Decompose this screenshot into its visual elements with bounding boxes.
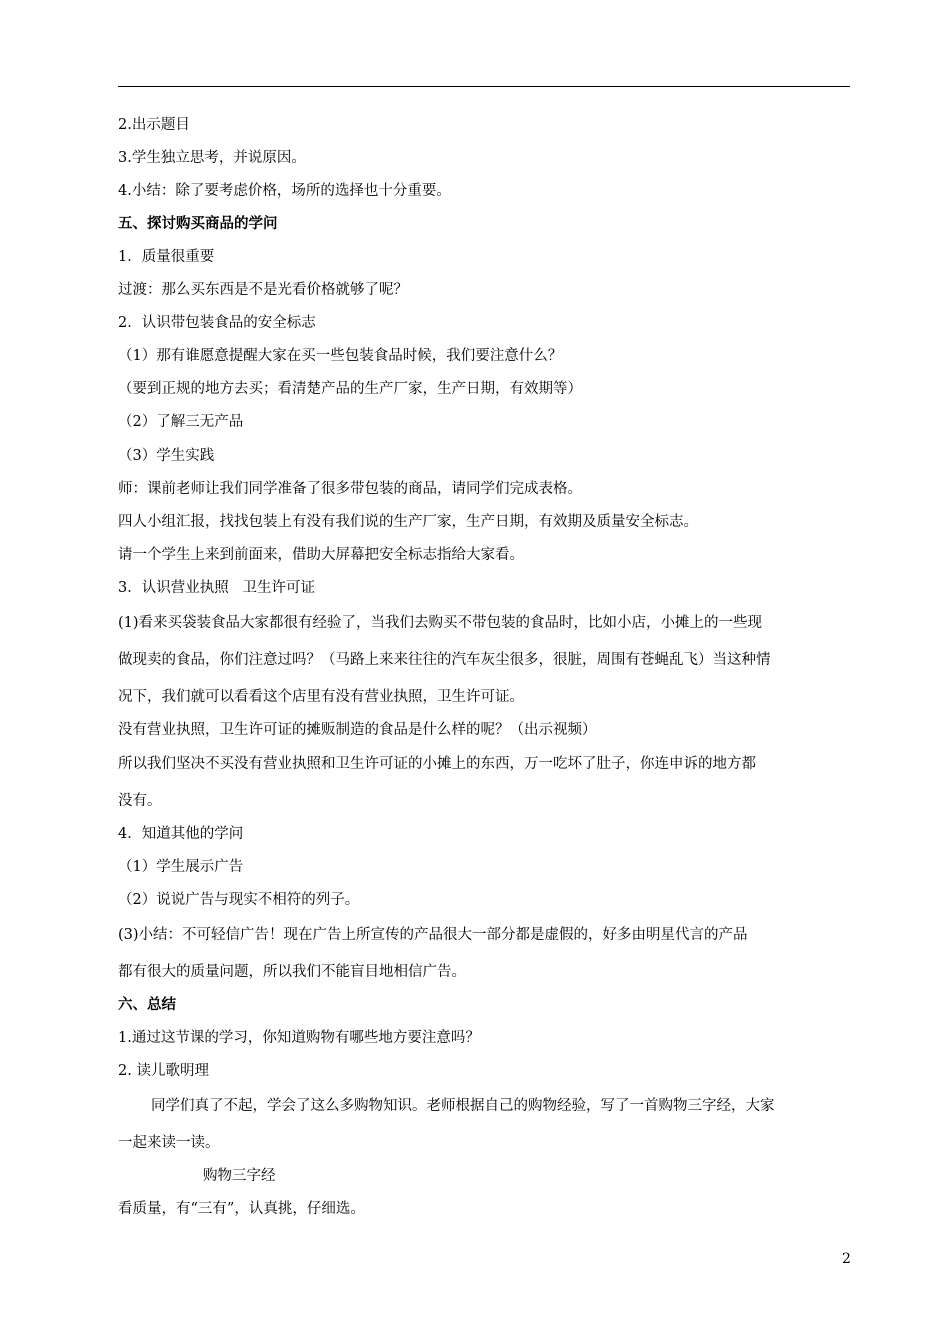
text-line: 看质量，有“三有”，认真挑，仔细选。 — [118, 1201, 365, 1217]
text-line: 2.出示题目 — [118, 117, 190, 133]
text-line: 1．质量很重要 — [118, 249, 215, 265]
section-heading: 五、探讨购买商品的学问 — [118, 216, 278, 232]
header-rule — [118, 86, 850, 87]
text-line: 所以我们坚决不买没有营业执照和卫生许可证的小摊上的东西，万一吃坏了肚子，你连申诉的地方都 — [118, 756, 756, 772]
text-line: 4.小结：除了要考虑价格，场所的选择也十分重要。 — [118, 183, 451, 199]
text-line: （2）说说广告与现实不相符的列子。 — [118, 892, 360, 908]
text-line: 没有营业执照，卫生许可证的摊贩制造的食品是什么样的呢？（出示视频） — [118, 722, 597, 738]
text-line: 师：课前老师让我们同学准备了很多带包装的商品，请同学们完成表格。 — [118, 481, 582, 497]
text-line: （1）那有谁愿意提醒大家在买一些包装食品时候，我们要注意什么？ — [118, 348, 563, 364]
poem-title: 购物三字经 — [203, 1168, 276, 1184]
text-line: 3．认识营业执照 卫生许可证 — [118, 580, 316, 596]
text-line: 4．知道其他的学问 — [118, 826, 244, 842]
text-line: 没有。 — [118, 793, 162, 809]
text-line: 都有很大的质量问题，所以我们不能盲目地相信广告。 — [118, 964, 466, 980]
text-line: 请一个学生上来到前面来，借助大屏幕把安全标志指给大家看。 — [118, 547, 524, 563]
text-line: 四人小组汇报，找找包装上有没有我们说的生产厂家，生产日期，有效期及质量安全标志。 — [118, 514, 698, 530]
text-line: 做现卖的食品，你们注意过吗？（马路上来来往往的汽车灰尘很多，很脏，周围有苍蝇乱飞）当这种情 — [118, 652, 771, 668]
text-line: 3.学生独立思考，并说原因。 — [118, 150, 306, 166]
text-line: （3）学生实践 — [118, 448, 215, 464]
text-line: （1）学生展示广告 — [118, 859, 244, 875]
text-line: 过渡：那么买东西是不是光看价格就够了呢？ — [118, 282, 408, 298]
text-line: 一起来读一读。 — [118, 1135, 220, 1151]
text-line: （要到正规的地方去买；看清楚产品的生产厂家，生产日期，有效期等） — [118, 381, 582, 397]
text-line: 2. 读儿歌明理 — [118, 1063, 209, 1079]
text-line: (3)小结：不可轻信广告！现在广告上所宣传的产品很大一部分都是虚假的，好多由明星代言的产品 — [118, 927, 748, 943]
text-line: 2．认识带包装食品的安全标志 — [118, 315, 316, 331]
text-line: 同学们真了不起，学会了这么多购物知识。老师根据自己的购物经验，写了一首购物三字经，大家 — [151, 1098, 775, 1114]
page-number: 2 — [842, 1251, 851, 1267]
section-heading: 六、总结 — [118, 997, 176, 1013]
text-line: （2）了解三无产品 — [118, 414, 244, 430]
text-line: 况下，我们就可以看看这个店里有没有营业执照，卫生许可证。 — [118, 689, 524, 705]
text-line: 1.通过这节课的学习，你知道购物有哪些地方要注意吗？ — [118, 1030, 480, 1046]
text-line: (1)看来买袋装食品大家都很有经验了，当我们去购买不带包装的食品时，比如小店，小摊上的一些现 — [118, 615, 763, 631]
